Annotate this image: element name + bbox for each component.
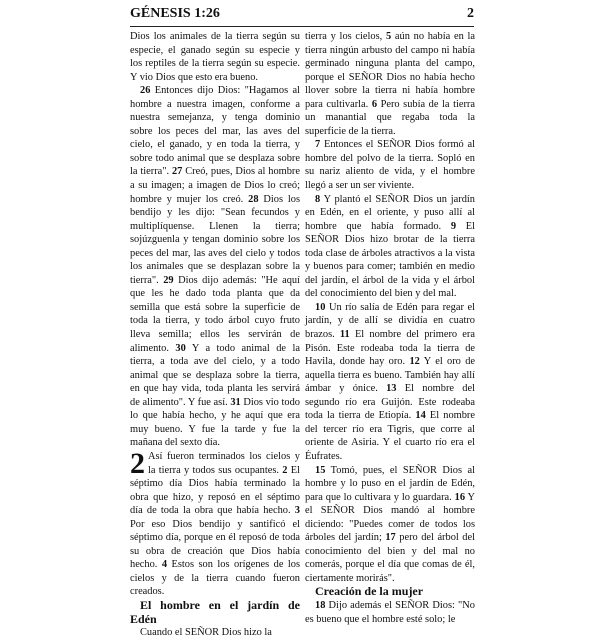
verse-number: 30	[175, 342, 186, 354]
verse-number: 2	[282, 464, 288, 476]
verses-8-9: 8 Y plantó el SEÑOR Dios un jardín en Edén, en el oriente, y puso allí al hombre que había formado. 9 El SEÑOR Dios hizo brotar de la tierra toda clase de árboles atractivos a la vista y buenos para comer; también en medio del jardín, el árbol de la vida y el árbol del conocimiento del bien y del mal.	[305, 193, 475, 300]
verse-number: 5	[385, 31, 392, 42]
verse-number: 7	[315, 139, 321, 151]
verse-number: 14	[415, 410, 426, 422]
verse-number: 15	[315, 464, 326, 476]
verse-4b: Cuando el SEÑOR Dios hizo la	[140, 627, 272, 639]
chapter-2-start: 2 Así fueron terminados los cielos y la tierra y todos sus ocupantes. 2 El séptimo día Dios había terminado la obra que hizo, y reposó en el séptimo día de toda la obra que había hecho. 3 Por eso Dios bendijo y santificó el séptimo día, porque en él reposó de toda su obra de creación que Dios había hecho. 4 Estos son los orígenes de los cielos y de la tierra cuando fueron creados.	[130, 446, 301, 598]
verses-5-6: tierra y los cielos, 5 aún no había en la tierra ningún arbusto del campo ni había germinado ninguna planta del campo, porque el SEÑOR Dios no había hecho llover sobre la tierra ni había hombre para cultivarla. 6 Pero subía de la tierra un manantial que regaba toda la superficie de la tierra.	[305, 31, 475, 137]
verse-number: 27	[171, 166, 183, 178]
left-column	[130, 30, 301, 639]
verse-number: 10	[315, 301, 326, 313]
page-header	[130, 6, 474, 27]
verse-number: 4	[161, 559, 168, 571]
section-heading-eden: El hombre en el jardín de Edén	[130, 597, 300, 626]
page-number: 2	[467, 6, 474, 21]
verses-26-31: 26 Entonces dijo Dios: "Hagamos al hombre a nuestra imagen, conforme a nuestra semejanza, y tenga dominio sobre los peces del mar, las aves del cielo, el ganado, y en toda la tierra, y sobre todo animal que se desplaza sobre la tierra". 27 Creó, pues, Dios al hombre a su imagen; a imagen de Dios lo creó; hombre y mujer los creó. 28 Dios los bendijo y les dijo: "Sean fecundos y multiplíquense. Llenen la tierra; sojúzguenla y tengan dominio sobre los peces del mar, las aves del cielo y todos los animales que se desplazan sobre la tierra". 29 Dios dijo además: "He aquí que les he dado toda planta que da semilla que está sobre la superficie de toda la tierra, y todo árbol cuyo fruto lleva semilla; ellos les servirán de alimento. 30 Y a todo animal de la tierra, a toda ave del cielo, y a todo animal que se desplaza sobre la tierra, en que hay vida, toda planta les servirá de alimento". Y fue así. 31 Dios vio todo lo que había hecho, y he aquí que era muy bueno. Y fue la tarde y fue la mañana del sexto día.	[130, 85, 301, 449]
verse-number: 12	[409, 356, 420, 368]
verse-number: 31	[230, 396, 241, 408]
verse-number: 17	[385, 532, 396, 544]
verse-number: 29	[163, 274, 174, 286]
verse-number: 28	[248, 193, 259, 205]
verse-number: 9	[450, 220, 457, 232]
verse-number: 8	[315, 193, 321, 205]
verses-15-17: 15 Tomó, pues, el SEÑOR Dios al hombre y lo puso en el jardín de Edén, para que lo cultivara y lo guardara. 16 Y el SEÑOR Dios mandó al hombre diciendo: "Puedes comer de todos los árboles del jardín; 17 pero del árbol del conocimiento del bien y del mal no comerás, porque el día que comas de él, ciertamente morirás".	[305, 464, 476, 584]
right-column	[305, 30, 476, 625]
verse-number: 18	[315, 599, 326, 611]
section-heading-woman: Creación de la mujer	[315, 584, 424, 599]
verse-25-end: Dios los animales de la tierra según su especie, el ganado según su especie y los reptiles de la tierra según su especie. Y vio Dios que esto era bueno.	[130, 31, 300, 83]
chapter-reference: GÉNESIS 1:26	[130, 6, 220, 21]
verse-number: 16	[454, 491, 466, 503]
chapter-drop-cap: 2	[130, 446, 145, 480]
verse-number: 13	[386, 383, 397, 395]
verses-10-14: 10 Un río salía de Edén para regar el jardín, y de allí se dividía en cuatro brazos. 11 El nombre del primero era Pisón. Este rodeaba toda la tierra de Havila, donde hay oro. 12 Y el oro de aquella tierra es bueno. También hay allí ámbar y ónice. 13 El nombre del segundo río era Guijón. Este rodeaba toda la tierra de Etiopía. 14 El nombre del tercer río era Tigris, que corre al oriente de Asiria. Y el cuarto río era el Éufrates.	[305, 301, 476, 462]
verse-7: 7 Entonces el SEÑOR Dios formó al hombre del polvo de la tierra. Sopló en su nariz aliento de vida, y el hombre llegó a ser un ser viviente.	[305, 139, 475, 192]
verse-number: 26	[140, 85, 151, 97]
verse-number: 6	[371, 98, 378, 110]
verse-18: 18 Dijo además el SEÑOR Dios: "No es bueno que el hombre esté solo; le	[305, 599, 475, 625]
verse-number: 3	[294, 505, 300, 517]
verse-number: 11	[339, 329, 350, 341]
